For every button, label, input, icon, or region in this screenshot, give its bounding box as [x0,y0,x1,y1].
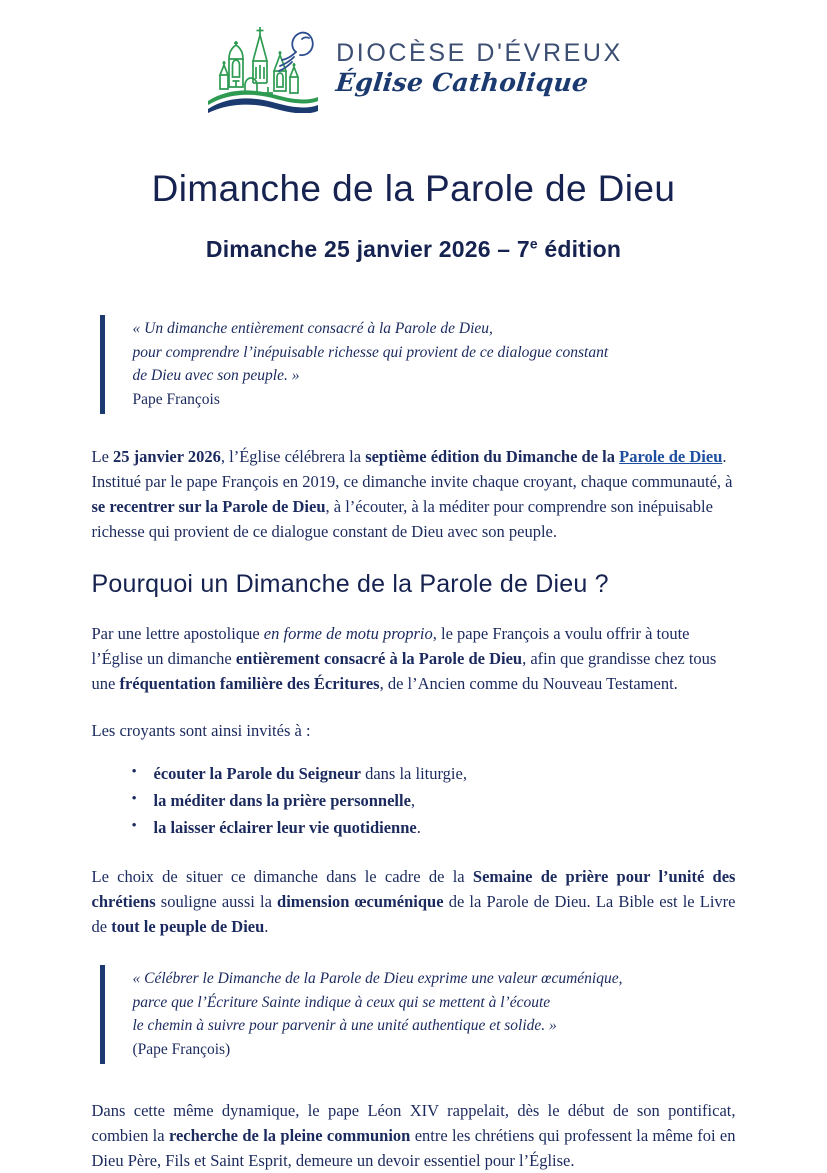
wave-icon [208,90,318,113]
page-subtitle-tail: édition [537,236,622,262]
page-subtitle-ordinal: e [529,236,538,252]
spacer [92,599,736,621]
list-lead-in: Les croyants sont ainsi invités à : [91,721,311,741]
spacer [92,1064,736,1098]
parole-de-dieu-link[interactable]: Parole de Dieu [619,446,723,466]
logo-subtitle: Église Catholique [334,68,591,97]
cathedral-icon [220,27,298,93]
s1-text-c: , le pape François a voulu offrir à toute l’Église un dimanche [91,624,690,669]
quote1-attribution: Pape François [132,391,220,409]
intro-text-f: . Institué par le pape François en 2019, ce dimanche invite chaque croyant, chaque communauté, à [91,446,733,491]
spacer [92,414,736,444]
page-subtitle [0,236,827,263]
s1-bold-d: entièrement consacré à la Parole de Dieu [235,649,523,669]
quote2-line-2: parce que l’Écriture Sainte indique à ceux qui se mettent à l’écoute [132,993,551,1011]
spacer [92,696,736,718]
quote1-line-1: « Un dimanche entièrement consacré à la Parole de Dieu, [132,320,493,337]
logo-wordmark [336,39,623,95]
quote-pape-francois-1 [100,315,736,414]
s1p2-bold-d: dimension œcuménique [277,891,444,911]
closing-bold-b: recherche de la pleine communion [168,1125,411,1145]
page-title: Dimanche de la Parole de Dieu [151,168,676,209]
s1-text-e: , afin que grandisse chez tous une [91,649,717,694]
bullet-1-rest: dans la liturgie, [360,764,467,784]
intro-text-c: , l’Église célébrera la [220,446,366,466]
closing-paragraph [92,1098,736,1173]
intro-bold-g: se recentrer sur la Parole de Dieu [91,496,326,516]
intro-date: 25 janvier 2026 [113,446,221,466]
s1-bold-f: fréquentation familière des Écritures [119,674,380,694]
list-item [154,761,736,788]
section-heading-pourquoi: Pourquoi un Dimanche de la Parole de Dieu ? [91,570,609,599]
s1-italic-motu-proprio: en forme de motu proprio [263,624,433,644]
quote2-line-1: « Célébrer le Dimanche de la Parole de Dieu exprime une valeur œcuménique, [132,969,623,987]
s1p2-text-e: de la Parole de Dieu. La Bible est le Livre de [91,891,736,936]
s1-text-g: , de l’Ancien comme du Nouveau Testament. [379,674,678,694]
bullet-3-bold: la laisser éclairer leur vie quotidienne [153,817,417,837]
section1-paragraph-2 [92,864,736,939]
intro-text-a: Le [91,446,114,466]
spacer [92,743,736,761]
intro-bold-d: septième édition du Dimanche de la [365,446,620,466]
diocese-logo-mark [204,21,322,113]
quote-pape-francois-2 [100,965,736,1064]
quote2-line-3: le chemin à suivre pour parvenir à une unité authentique et solide. » [132,1017,557,1035]
bullet-1-bold: écouter la Parole du Seigneur [153,764,361,784]
intro-paragraph [92,444,736,544]
bullet-3-rest: . [416,817,421,837]
spacer [92,544,736,570]
s1p2-bold-b: Semaine de prière pour l’unité des chrétiens [91,866,736,911]
bullet-2-bold: la méditer dans la prière personnelle [153,791,411,811]
s1p2-text-a: Le choix de situer ce dimanche dans le cadre de la [91,866,473,886]
logo-header [0,0,827,108]
quote1-line-2: pour comprendre l’inépuisable richesse qui provient de ce dialogue constant [132,343,609,361]
list-item [154,788,736,815]
s1p2-bold-f: tout le peuple de Dieu [111,916,265,936]
s1p2-text-g: . [264,916,269,936]
closing-text-a: Dans cette même dynamique, le pape Léon XIV rappelait, dès le début de son pontificat, combien la [91,1100,736,1145]
document-content [92,263,736,1173]
spacer [92,842,736,864]
list-item [154,815,736,842]
quote1-line-3: de Dieu avec son peuple. » [132,367,300,385]
closing-text-c: entre les chrétiens qui professent la même foi en Dieu Père, Fils et Saint Esprit, demeure un devoir essentiel pour l’Église. [91,1125,736,1170]
s1-text-a: Par une lettre apostolique [91,624,264,644]
logo-title: DIOCÈSE D'ÉVREUX [336,39,623,67]
s1p2-text-c: souligne aussi la [155,891,278,911]
bullet-2-rest: , [410,791,416,811]
page-subtitle-main: Dimanche 25 janvier 2026 – 7 [205,236,530,262]
spacer [92,939,736,965]
invitation-list [92,761,736,841]
intro-text-h: , à l’écouter, à la méditer pour comprendre son inépuisable richesse qui provient de ce dialogue constant de Dieu avec son peuple. [91,496,713,542]
quote2-attribution: (Pape François) [132,1040,231,1058]
section1-paragraph-1 [92,621,736,696]
